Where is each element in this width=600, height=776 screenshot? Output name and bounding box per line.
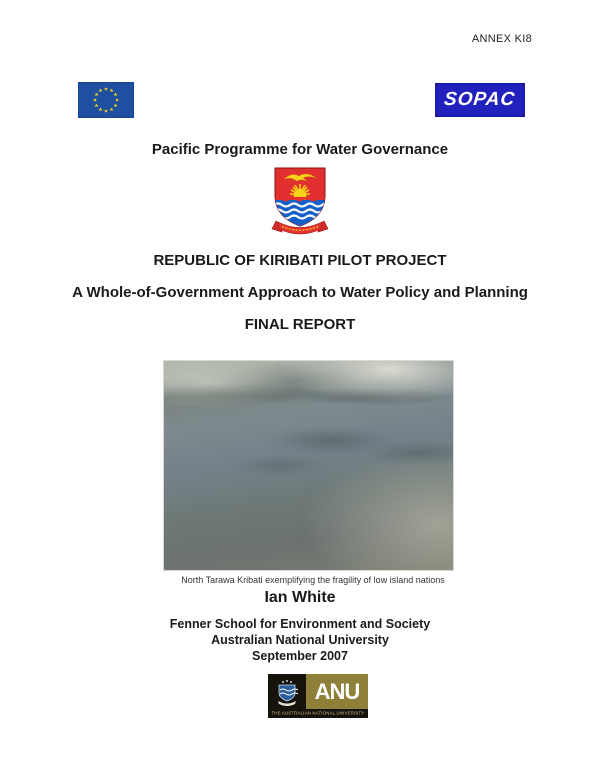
anu-logo xyxy=(268,674,368,718)
anu-wordmark xyxy=(306,674,368,709)
sopac-logo xyxy=(435,83,525,117)
eu-flag-logo xyxy=(78,82,134,118)
project-title: REPUBLIC OF KIRIBATI PILOT PROJECT xyxy=(153,252,447,269)
title-block xyxy=(0,252,600,333)
project-subtitle: A Whole-of-Government Approach to Water Policy and Planning xyxy=(72,284,528,301)
sopac-logo-text: SOPAC xyxy=(443,89,517,110)
affiliation-university: Australian National University xyxy=(211,632,389,647)
programme-title: Pacific Programme for Water Governance xyxy=(151,141,449,158)
report-date: September 2007 xyxy=(252,648,348,663)
anu-logo-subtitle: THE AUSTRALIAN NATIONAL UNIVERSITY xyxy=(268,709,368,718)
annex-label: ANNEX KI8 xyxy=(471,33,532,45)
anu-crest-icon xyxy=(268,674,306,709)
cover-photo-north-tarawa xyxy=(163,360,454,571)
kiribati-coat-of-arms-icon xyxy=(270,167,330,239)
affiliation-block xyxy=(0,617,600,664)
eu-flag-icon xyxy=(78,82,134,118)
report-type: FINAL REPORT xyxy=(244,316,356,333)
photo-caption: North Tarawa Kribati exemplifying the fragility of low island nations xyxy=(181,575,445,585)
affiliation-school: Fenner School for Environment and Society xyxy=(169,617,431,631)
anu-wordmark-text: ANU xyxy=(314,678,360,704)
author-name: Ian White xyxy=(264,589,336,606)
